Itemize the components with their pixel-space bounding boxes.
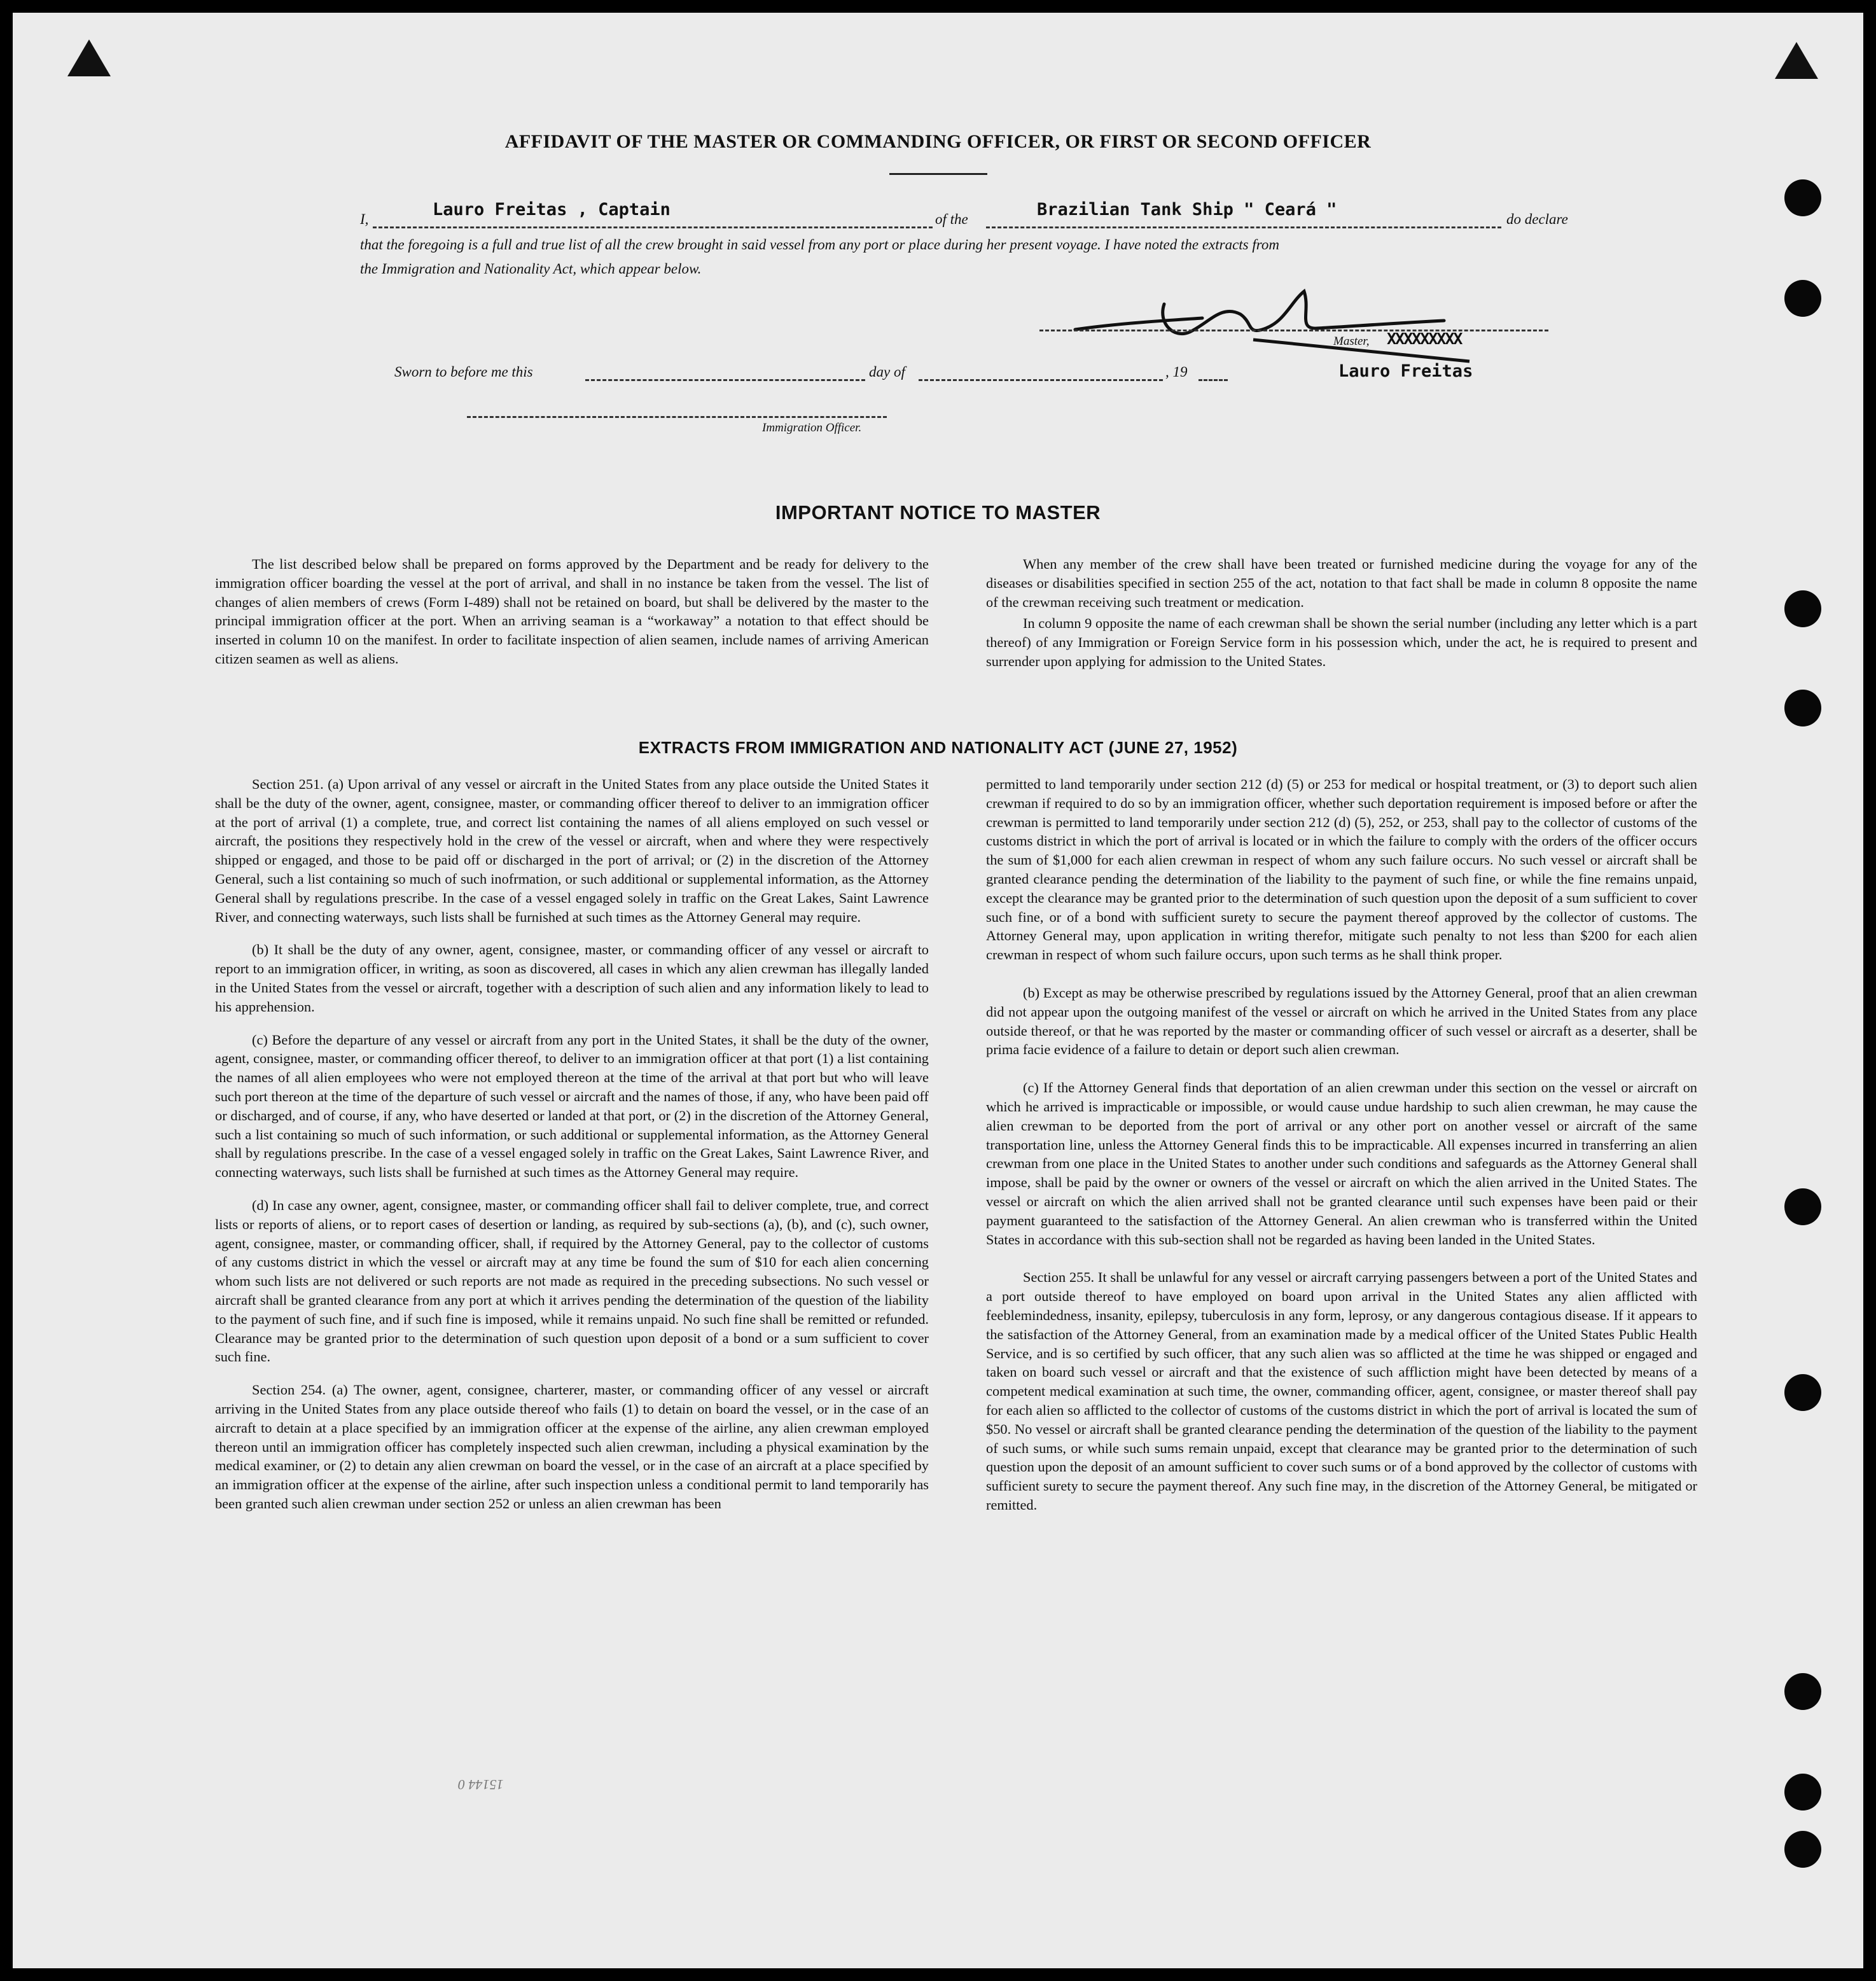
notice-right-text-2: In column 9 opposite the name of each crewman shall be shown the serial number (including any letter which is a part thereof) of any Immigration or Foreign Service form in his possession which, under the act, he is required to present and surrender upon applying for admission to the United States. [986, 615, 1697, 669]
master-title-struck: XXXXXXXXX [1387, 330, 1462, 348]
punch-hole [1784, 1831, 1821, 1868]
extracts-left-column [215, 775, 929, 1513]
punch-hole [1784, 590, 1821, 627]
notice-left-text: The list described below shall be prepared on forms approved by the Department and be ready for delivery to the immigration officer boarding the vessel at the port of arrival, and shall in no instance be taken from the vessel. The list of changes of alien members of crews (Form I-489) shall not be retained on board, but shall be delivered by the master to the principal immigration officer at the port. When an arriving seaman is a “workaway” a notation to that effect should be inserted in column 10 on the manifest. In order to facilitate inspection of alien seamen, include names of arriving American citizen seamen as well as aliens. [215, 556, 929, 667]
day-of-label: day of [869, 364, 905, 380]
affidavit-title: AFFIDAVIT OF THE MASTER OR COMMANDING OFFICER, OR FIRST OR SECOND OFFICER [504, 131, 1372, 152]
punch-hole [1784, 1774, 1821, 1811]
do-declare-label: do declare [1506, 211, 1568, 227]
signature-line [1039, 330, 1548, 331]
sworn-month-line [919, 379, 1163, 381]
vessel-line [986, 226, 1501, 228]
document-page [13, 13, 1863, 1968]
corner-mark-left [67, 39, 111, 76]
section-251-b: (b) It shall be the duty of any owner, agent, consignee, master, or commanding officer of any vessel or aircraft to report to an immigration officer, in writing, as soon as discovered, all cases in which any alien crewman has illegally landed in the United States from the vessel or aircraft, together with a description of such alien and any information likely to lead to his apprehension. [215, 942, 929, 1015]
notice-right-column [986, 555, 1697, 671]
of-the-label: of the [935, 211, 968, 227]
section-254-c: (c) If the Attorney General finds that deportation of an alien crewman under this section on the vessel or aircraft on which he arrived is impracticable or impossible, or would cause undue hardship to such alien crewman, he may cause the alien crewman to be deported from the port of arrival or any other port on another vessel or aircraft of the same transportation line, unless the Attorney General finds this to be impracticable. All expenses incurred in transferring an alien crewman from one place in the United States to another under such conditions and safeguards as the Attorney General shall impose, shall be paid by the owner or owners of the vessel or aircraft on which the alien arrived in the United States. The vessel or aircraft on which the alien arrived shall not be granted clearance until such expenses have been paid or their payment guaranteed to the satisfaction of the Attorney General. An alien crewman who is transferred within the United States in accordance with this sub-section shall not be regarded as having been landed in the United States. [986, 1080, 1697, 1248]
master-name-typed: Lauro Freitas , Captain [433, 200, 670, 219]
notice-right-text-1: When any member of the crew shall have been treated or furnished medicine during the voyage for any of the diseases or disabilities specified in section 255 of the act, notation to that fact shall be made in column 8 opposite the name of the crewman receiving such treatment or medication. [986, 556, 1697, 610]
extracts-title: EXTRACTS FROM IMMIGRATION AND NATIONALITY ACT (JUNE 27, 1952) [638, 738, 1238, 757]
punch-hole [1784, 1188, 1821, 1225]
section-255: Section 255. It shall be unlawful for any vessel or aircraft carrying passengers between a port of the United States and a port outside thereof to have employed on board upon arrival in the United States any alien afflicted with feeblemindedness, insanity, epilepsy, tuberculosis in any form, leprosy, or any dangerous contagious disease. If it appears to the satisfaction of the Attorney General, from an examination made by a medical officer of the United States Public Health Service, and is so certified by such officer, that any such alien was so afflicted at the time he was shipped or engaged and taken on board such vessel or aircraft and that the existence of such affliction might have been detected by means of a competent medical examination at such time, the owner, commanding officer, agent, consignee, or master thereof shall pay for each alien so afflicted to the collector of customs of the customs district in which the port of arrival is located the sum of $50. No vessel or aircraft shall be granted clearance pending the determination of the question of the liability to the payment of such sums, or while such sums remain unpaid, except that clearance may be granted prior to the determination of such question upon the deposit of an amount sufficient to cover such sums or of a bond approved by the collector of customs with sufficient surety to secure the payment thereof. Any such fine may, in the discretion of the Attorney General, be mitigated or remitted. [986, 1269, 1697, 1513]
punch-hole [1784, 280, 1821, 317]
statement-line-1: that the foregoing is a full and true list of all the crew brought in said vessel from any port or place during her present voyage. I have noted the extracts from [360, 237, 1279, 253]
punch-hole [1784, 179, 1821, 216]
year-label: , 19 [1165, 364, 1188, 380]
notice-title: IMPORTANT NOTICE TO MASTER [775, 501, 1101, 524]
handwritten-note: 15144 0 [458, 1777, 504, 1793]
punch-hole [1784, 690, 1821, 726]
master-label: Master, [1333, 335, 1370, 348]
punch-hole [1784, 1673, 1821, 1710]
vessel-typed: Brazilian Tank Ship " Ceará " [1037, 200, 1337, 219]
section-251-a: Section 251. (a) Upon arrival of any vessel or aircraft in the United States from any place outside the United States it shall be the duty of the owner, agent, consignee, master, or commanding officer thereof to deliver to an immigration officer at the port of arrival (1) a complete, true, and correct list containing the names of all aliens employed on such vessel or aircraft, the positions they respectively hold in the crew of the vessel or aircraft, when and where they were respectively shipped or engaged, and those to be paid off or discharged in the port of arrival; or (2) in the discretion of the Attorney General, such a list containing so much of such inofrmation, or such additional or supplemental information, as the Attorney General shall by regulations prescribe. In the case of a vessel engaged solely in traffic on the Great Lakes, Saint Lawrence River, and connecting waterways, such lists shall be furnished at such times as the Attorney General may require. [215, 776, 929, 925]
punch-hole [1784, 1374, 1821, 1411]
title-rule [889, 173, 987, 175]
section-254-a-cont: permitted to land temporarily under section 212 (d) (5) or 253 for medical or hospital treatment, or (3) to deport such alien crewman if required to do so by an immigration officer, whether such deportation requirement is imposed before or after the crewman is permitted to land temporarily under section 212 (d) (5), 252, or 253, shall pay to the collector of customs of the customs district in which the port of arrival is located or in which the failure to comply with the orders of the officer occurs the sum of $1,000 for each alien crewman in respect of whom any such failure occurs. No such vessel or aircraft shall be granted clearance pending the determination of the liability to the payment of such fine, or while the fine remains unpaid, except the clearance may be granted prior to the determination of such question upon the deposit of a sum sufficient to cover such fine, or of a bond with sufficient surety to secure the payment thereof approved by the collector of customs. The Attorney General may, upon application in writing therefor, mitigate such penalty to not less than $200 for each alien crewman in respect of whom such failure occurs, upon such terms as he shall think proper. [986, 776, 1697, 963]
officer-signature-line [467, 416, 887, 418]
sworn-day-line [585, 379, 865, 381]
statement-line-2: the Immigration and Nationality Act, which appear below. [360, 261, 702, 277]
immigration-officer-label: Immigration Officer. [762, 421, 862, 434]
master-signature [1062, 279, 1482, 368]
section-251-c: (c) Before the departure of any vessel or aircraft from any port in the United States, it shall be the duty of the owner, agent, consignee, master, or commanding officer thereof, to deliver to an immigration officer at that port (1) a list containing the names of all alien employees who were not employed thereon at the time of the arrival at that port but who will leave such port thereon at the time of the departure of such vessel or aircraft and the names of those, if any, who have been paid off or discharged, and of course, if any, who have deserted or landed at that port, or (2) in the discretion of the Attorney General, such a list containing so much of such information, or such additional or supplemental information, as the Attorney General shall by regulations prescribe. In the case of a vessel engaged solely in traffic on the Great Lakes, Saint Lawrence River, and connecting waterways, such lists shall be furnished at such times as the Attorney General may require. [215, 1031, 929, 1181]
extracts-right-column [986, 775, 1697, 1515]
sworn-label: Sworn to before me this [394, 364, 533, 380]
signature-name: Lauro Freitas [1338, 361, 1473, 381]
corner-mark-right [1775, 42, 1818, 79]
i-label: I, [360, 211, 369, 227]
section-251-d: (d) In case any owner, agent, consignee, master, or commanding officer shall fail to deliver complete, true, and correct lists or reports of aliens, or to report cases of desertion or landing, as required by sub-sections (a), (b), and (c), such owner, agent, consignee, master, or commanding officer, shall, if required by the Attorney General, pay to the collector of customs of any customs district in which the vessel or aircraft may at any time be found the sum of $10 for each alien concerning whom such lists are not delivered or such reports are not made as required in the preceding subsections. No such vessel or aircraft shall be granted clearance from any port at which it arrives pending the determination of the question of the liability to the payment of such fine, and if such fine is imposed, while it remains unpaid. No such fine shall be remitted or refunded. Clearance may be granted prior to the determination of such question upon deposit of a bond or a sum sufficient to cover such fine. [215, 1197, 929, 1365]
master-name-line [373, 226, 933, 228]
sworn-year-line [1199, 379, 1228, 381]
section-254-a: Section 254. (a) The owner, agent, consignee, charterer, master, or commanding officer of any vessel or aircraft arriving in the United States from any place outside thereof who fails (1) to detain on board the vessel, or in the case of an aircraft to detain at a place specified by an immigration officer at the expense of the airline, any alien crewman employed thereon until an immigration officer has completely inspected such alien crewman, including a physical examination by the medical examiner, or (2) to detain any alien crewman on board the vessel, or in the case of an aircraft at a place specified by an immigration officer at the expense of the airline, after such inspection unless a conditional permit to land temporarily has been granted such alien crewman under section 252 or unless an alien crewman has been [215, 1382, 929, 1512]
section-254-b: (b) Except as may be otherwise prescribed by regulations issued by the Attorney General, proof that an alien crewman did not appear upon the outgoing manifest of the vessel or aircraft on which he arrived in the United States from any place outside thereof, or that he was reported by the master or commanding officer of such vessel or aircraft as a deserter, shall be prima facie evidence of a failure to detain or deport such alien crewman. [986, 984, 1697, 1058]
notice-left-column [215, 555, 929, 669]
